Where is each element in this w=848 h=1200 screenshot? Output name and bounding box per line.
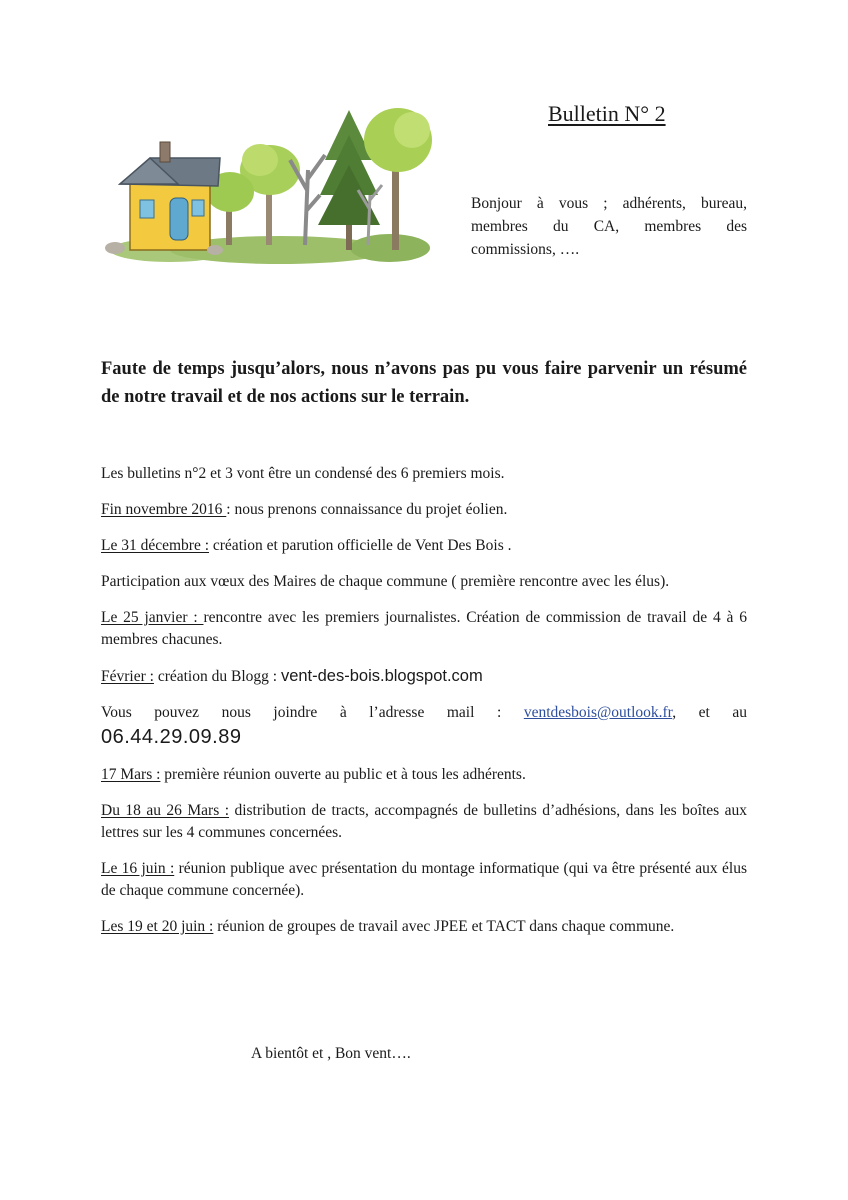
entry-march-17: [101, 764, 747, 786]
entry-date: Du 18 au 26 Mars :: [101, 802, 230, 819]
entry-june-19: [101, 916, 747, 938]
entry-date: 17 Mars :: [101, 766, 161, 783]
entry-text: réunion publique avec présentation du montage informatique (qui va être présenté aux élus de chaque commune concernée).: [101, 860, 747, 899]
entry-date: Le 25 janvier :: [101, 609, 204, 626]
entry-text: première réunion ouverte au public et à tous les adhérents.: [160, 766, 526, 783]
bulletin-body: [101, 463, 747, 938]
email-link[interactable]: ventdesbois@outlook.fr: [523, 704, 673, 721]
entry-contact: [101, 702, 747, 724]
blog-link[interactable]: vent-des-bois.blogspot.com: [280, 667, 483, 685]
entry-date: Fin novembre 2016: [101, 501, 227, 518]
entry-text: : nous prenons connaissance du projet éolien.: [226, 501, 508, 518]
contact-suffix: , et au: [672, 704, 747, 721]
entry-date: Le 31 décembre :: [101, 537, 210, 554]
entry-date: Février :: [101, 668, 154, 685]
contact-text: Vous pouvez nous joindre à l’adresse mail :: [101, 704, 524, 721]
entry-december: [101, 535, 747, 557]
intro-paragraph: Les bulletins n°2 et 3 vont être un condensé des 6 premiers mois.: [101, 465, 505, 482]
greeting-text: Bonjour à vous ; adhérents, bureau, membres du CA, membres des commissions, ….: [471, 195, 747, 258]
entry-voeux: Participation aux vœux des Maires de chaque commune ( première rencontre avec les élus).: [101, 573, 670, 590]
bare-tree-icon: [290, 155, 325, 245]
entry-text: création et parution officielle de Vent Des Bois .: [209, 537, 512, 554]
entry-text: réunion de groupes de travail avec JPEE et TACT dans chaque commune.: [213, 918, 675, 935]
tree-icon: [364, 108, 432, 250]
phone-number: 06.44.29.09.89: [101, 726, 242, 748]
house-trees-illustration: [100, 100, 435, 270]
entry-date: Le 16 juin :: [101, 860, 175, 877]
house-icon: [120, 142, 220, 250]
entry-march-18: [101, 800, 747, 844]
entry-text: création du Blogg :: [153, 668, 281, 685]
lead-paragraph: Faute de temps jusqu’alors, nous n’avons pas pu vous faire parvenir un résumé de notre travail et de nos actions sur le terrain.: [101, 359, 747, 407]
entry-november: [101, 499, 747, 521]
entry-june-16: [101, 858, 747, 902]
entry-text: rencontre avec les premiers journalistes. Création de commission de travail de 4 à 6 membres chacunes.: [101, 609, 747, 648]
entry-february: [101, 665, 747, 688]
bulletin-title: Bulletin N° 2: [548, 101, 666, 126]
entry-text: distribution de tracts, accompagnés de bulletins d’adhésions, dans les boîtes aux lettres sur les 4 communes concernées.: [101, 802, 747, 841]
entry-january: [101, 607, 747, 651]
entry-date: Les 19 et 20 juin :: [101, 918, 214, 935]
closing-text: A bientôt et , Bon vent….: [251, 1045, 411, 1062]
